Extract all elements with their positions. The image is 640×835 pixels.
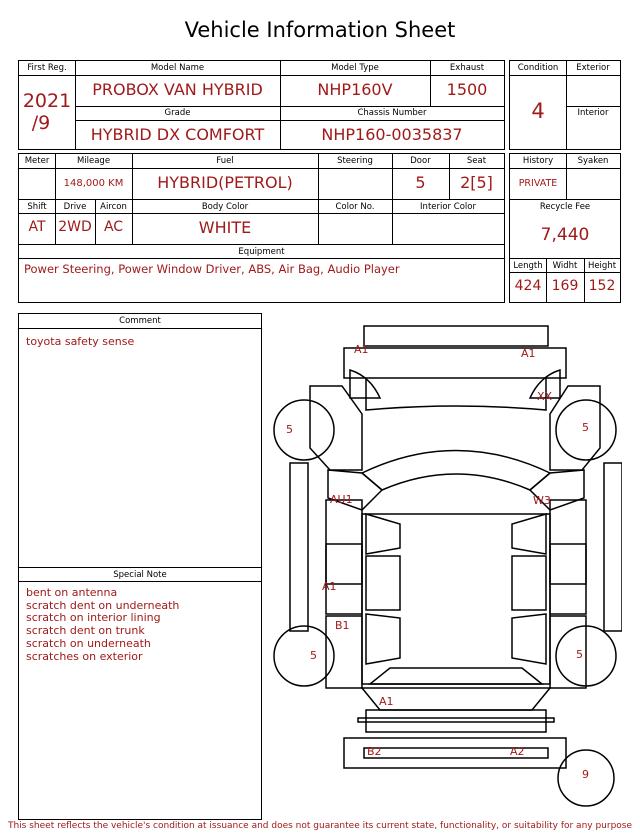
special-note-item: scratches on exterior <box>26 649 143 663</box>
aircon-label: Aircon <box>100 202 127 212</box>
right-rear-window <box>512 614 546 664</box>
exhaust-value: 1500 <box>446 80 488 99</box>
right-mid-window <box>512 556 546 610</box>
special-note-item: scratch dent on underneath <box>26 598 180 612</box>
first-reg-label: First Reg. <box>27 63 67 73</box>
left-rear-window <box>366 614 400 664</box>
mileage-value: 148,000 KM <box>63 178 124 189</box>
right-rear-door <box>550 544 586 614</box>
damage-trunk: A1 <box>379 695 394 708</box>
color-no-label: Color No. <box>335 202 375 212</box>
recycle-fee-label: Recycle Fee <box>539 202 591 212</box>
height-label: Height <box>587 261 617 271</box>
spare-tire-value: 9 <box>582 768 589 781</box>
grade-value: HYBRID DX COMFORT <box>90 125 265 144</box>
history-label: History <box>522 156 554 166</box>
tire-rear-right-value: 5 <box>576 648 583 661</box>
car-damage-diagram <box>270 318 622 818</box>
model-type-value: NHP160V <box>317 80 393 99</box>
exterior-label: Exterior <box>576 63 610 73</box>
first-reg-month: /9 <box>31 112 51 134</box>
disclaimer-footer: This sheet reflects the vehicle's condition at issuance and does not guarantee its current state, functionality, or suitability for any purpose <box>7 821 633 831</box>
special-note-item: scratch on interior lining <box>26 611 161 625</box>
condition-label: Condition <box>517 63 559 73</box>
model-type-label: Model Type <box>331 63 379 73</box>
shift-value: AT <box>28 219 46 235</box>
width-label: Widht <box>552 261 578 271</box>
tire-front-left <box>274 400 334 460</box>
drive-value: 2WD <box>58 219 92 235</box>
windshield <box>362 451 550 491</box>
special-note-item: bent on antenna <box>26 586 118 599</box>
body-color-value: WHITE <box>198 218 252 237</box>
history-value: PRIVATE <box>518 178 558 189</box>
left-sill <box>290 463 308 631</box>
headlight-left <box>350 370 380 398</box>
width-value: 169 <box>551 278 579 294</box>
left-rear-door <box>326 544 362 614</box>
tire-rear-left-value: 5 <box>310 649 317 662</box>
damage-rear-right: A2 <box>510 745 525 758</box>
shift-label: Shift <box>27 202 47 212</box>
damage-left-front-door: AU1 <box>330 493 353 506</box>
rear-lower <box>358 718 554 722</box>
tire-rear-left <box>274 626 334 686</box>
steering-label: Steering <box>337 156 373 166</box>
damage-right-front-door: W3 <box>533 494 551 507</box>
door-label: Door <box>410 156 431 166</box>
roof <box>362 514 550 684</box>
seat-value: 2[5] <box>460 173 493 192</box>
fuel-value: HYBRID(PETROL) <box>157 173 293 192</box>
special-note-list <box>26 587 179 663</box>
first-reg-year: 2021 <box>22 90 72 112</box>
length-value: 424 <box>514 278 542 294</box>
interior-label: Interior <box>577 108 609 118</box>
door-value: 5 <box>415 173 426 192</box>
damage-front-right: A1 <box>521 347 536 360</box>
model-name-value: PROBOX VAN HYBRID <box>92 80 263 99</box>
interior-color-label: Interior Color <box>420 202 476 212</box>
model-name-label: Model Name <box>150 63 205 73</box>
chassis-number-label: Chassis Number <box>357 108 427 118</box>
front-bumper <box>364 326 548 346</box>
page-title: Vehicle Information Sheet <box>184 18 456 42</box>
right-front-window <box>512 514 546 554</box>
comment-label: Comment <box>119 316 161 326</box>
history-table <box>509 153 621 303</box>
condition-value: 4 <box>531 99 545 123</box>
comment-panel <box>18 313 262 820</box>
seat-label: Seat <box>466 156 487 166</box>
damage-front-right-fender: XX <box>537 390 553 403</box>
fuel-label: Fuel <box>216 156 234 166</box>
comment-value: toyota safety sense <box>26 335 135 348</box>
equipment-value: Power Steering, Power Window Driver, ABS, Air Bag, Audio Player <box>24 262 400 276</box>
exhaust-label: Exhaust <box>449 63 485 73</box>
left-front-window <box>366 514 400 554</box>
chassis-number-value: NHP160-0035837 <box>321 125 463 144</box>
special-note-item: scratch on underneath <box>26 636 151 650</box>
body-color-label: Body Color <box>201 202 249 212</box>
spec-table <box>18 153 505 303</box>
right-sill <box>604 463 622 631</box>
left-front-door <box>326 500 362 584</box>
special-note-label: Special Note <box>113 570 167 580</box>
tire-front-left-value: 5 <box>286 423 293 436</box>
height-value: 152 <box>588 278 616 294</box>
hood <box>366 378 546 410</box>
drive-label: Drive <box>63 202 87 212</box>
rear-window <box>370 668 542 684</box>
rear-panel <box>366 710 546 732</box>
special-note-item: scratch dent on trunk <box>26 624 145 638</box>
syaken-label: Syaken <box>577 156 609 166</box>
aircon-value: AC <box>103 219 124 235</box>
left-mid-window <box>366 556 400 610</box>
damage-front-left: A1 <box>354 343 369 356</box>
equipment-label: Equipment <box>238 247 285 257</box>
damage-left-rear-door: A1 <box>322 580 337 593</box>
length-label: Length <box>513 261 543 271</box>
model-info-table <box>18 60 505 150</box>
condition-table <box>509 60 621 150</box>
meter-label: Meter <box>24 156 50 166</box>
right-front-door <box>550 500 586 584</box>
grade-label: Grade <box>164 108 191 118</box>
mileage-label: Mileage <box>76 156 111 166</box>
damage-rear-left: B2 <box>367 745 382 758</box>
damage-left-rear-quarter: B1 <box>335 619 350 632</box>
recycle-fee-value: 7,440 <box>540 225 590 245</box>
tire-front-right-value: 5 <box>582 421 589 434</box>
